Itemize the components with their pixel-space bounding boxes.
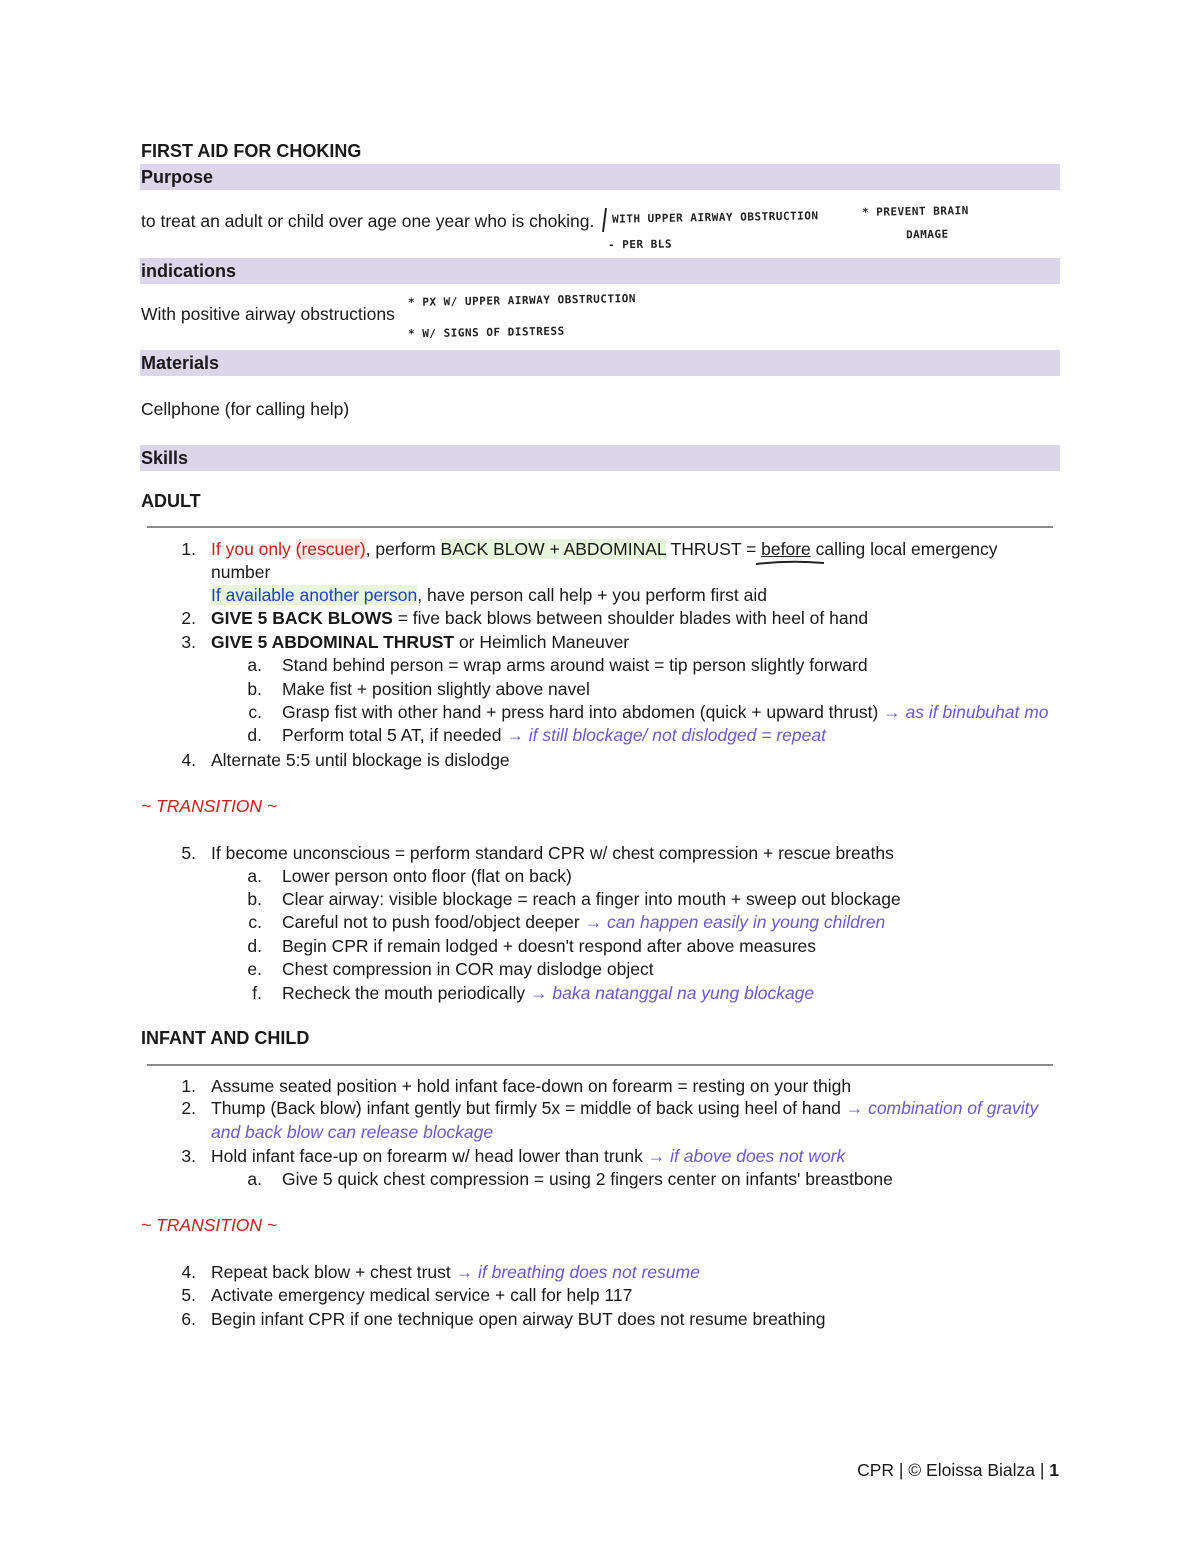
- text-run: = five back blows between shoulder blades with heel of hand: [392, 608, 869, 628]
- sublist-item-text: [282, 679, 590, 700]
- list-number: 2.: [181, 608, 196, 628]
- text-run: , perform: [365, 539, 441, 559]
- list-item-text: If become unconscious = perform standard CPR w/ chest compression + rescue breaths: [211, 843, 894, 863]
- list-number: 3.: [181, 1146, 196, 1166]
- sublist-letter: d.: [247, 936, 262, 956]
- annotation-note: → if still blockage/ not dislodged = repeat: [501, 725, 826, 745]
- annotation-note: → as if binubuhat mo: [878, 702, 1049, 722]
- sublist-item-text: [282, 983, 814, 1004]
- section-bar-purpose: Purpose: [140, 164, 1060, 190]
- list-item-text: Begin infant CPR if one technique open airway BUT does not resume breathing: [211, 1309, 826, 1329]
- annotation-note: and back blow can release blockage: [211, 1122, 494, 1142]
- list-item-text: Alternate 5:5 until blockage is dislodge: [211, 750, 510, 770]
- list-item-text: [211, 1262, 700, 1283]
- text-run: If you only: [211, 539, 296, 559]
- text-run: Careful not to push food/object deeper: [282, 912, 580, 932]
- handwritten-note: * W/ SIGNS OF DISTRESS: [407, 324, 565, 341]
- handwritten-note: DAMAGE: [905, 227, 949, 242]
- sublist-letter: a.: [247, 866, 262, 886]
- sublist-letter: b.: [247, 889, 262, 909]
- text-run: THRUST =: [666, 539, 762, 559]
- infant-heading: INFANT AND CHILD: [141, 1028, 310, 1048]
- text-run: Hold infant face-up on forearm w/ head lower than trunk: [211, 1146, 643, 1166]
- footer-text: CPR | © Eloissa Bialza |: [857, 1460, 1050, 1480]
- annotation-note: → if breathing does not resume: [450, 1262, 700, 1282]
- sublist-item-text: [282, 912, 885, 933]
- sublist-item-text: [282, 655, 868, 676]
- section-bar-materials: Materials: [140, 350, 1060, 376]
- annotation-note: → baka natanggal na yung blockage: [525, 983, 815, 1003]
- handwritten-note: WITH UPPER AIRWAY OBSTRUCTION: [611, 209, 819, 226]
- text-run: GIVE 5 BACK BLOWS: [211, 608, 393, 628]
- page-number: 1: [1049, 1460, 1059, 1480]
- list-item-text: [211, 608, 868, 629]
- page-footer: [857, 1460, 1059, 1481]
- adult-heading: ADULT: [141, 491, 201, 511]
- text-run: calling local emergency: [810, 539, 998, 559]
- text-run: If available another person: [211, 585, 418, 605]
- text-run: GIVE 5 ABDOMINAL THRUST: [211, 632, 455, 652]
- text-run: Lower person onto floor (flat on back): [282, 866, 572, 886]
- pen-stroke-divider: [600, 206, 610, 234]
- text-run: Make fist + position slightly above navel: [282, 679, 590, 699]
- purpose-text: to treat an adult or child over age one year who is choking.: [141, 211, 595, 231]
- section-bar-indications: indications: [140, 258, 1060, 284]
- list-number: 1.: [181, 1076, 196, 1096]
- sublist-item-text: [282, 725, 826, 746]
- list-item-text: [211, 585, 767, 606]
- handwritten-note: * PREVENT BRAIN: [861, 204, 969, 219]
- text-run: Chest compression in COR may dislodge object: [282, 959, 654, 979]
- annotation-note: → can happen easily in young children: [579, 912, 886, 932]
- list-item-text: [211, 1098, 1038, 1119]
- text-run: Stand behind person = wrap arms around waist = tip person slightly forward: [282, 655, 868, 675]
- sublist-letter: f.: [252, 983, 262, 1003]
- document-title: FIRST AID FOR CHOKING: [141, 141, 362, 161]
- text-run: Grasp fist with other hand + press hard into abdomen (quick + upward thrust): [282, 702, 879, 722]
- sublist-item-text: [282, 959, 654, 980]
- section-bar-skills: Skills: [140, 445, 1060, 471]
- list-number: 5.: [181, 843, 196, 863]
- text-run: Thump (Back blow) infant gently but firmly 5x = middle of back using heel of hand: [211, 1098, 841, 1118]
- text-run: Recheck the mouth periodically: [282, 983, 526, 1003]
- pen-underline: [754, 558, 826, 568]
- materials-text: Cellphone (for calling help): [141, 399, 350, 419]
- transition-label: ~ TRANSITION ~: [141, 796, 278, 816]
- handwritten-note: - PER BLS: [607, 237, 673, 252]
- list-number: 2.: [181, 1098, 196, 1118]
- list-number: 5.: [181, 1285, 196, 1305]
- sublist-letter: a.: [247, 1169, 262, 1189]
- list-item-text: Assume seated position + hold infant face-down on forearm = resting on your thigh: [211, 1076, 852, 1096]
- list-number: 4.: [181, 750, 196, 770]
- list-number: 3.: [181, 632, 196, 652]
- list-item-text: Activate emergency medical service + call for help 117: [211, 1285, 633, 1305]
- transition-label: ~ TRANSITION ~: [141, 1215, 278, 1235]
- divider: [147, 526, 1053, 528]
- sublist-letter: a.: [247, 655, 262, 675]
- sublist-letter: c.: [248, 702, 262, 722]
- sublist-item-text: [282, 702, 1049, 723]
- sublist-item-text: [282, 889, 901, 910]
- text-run: Clear airway: visible blockage = reach a finger into mouth + sweep out blockage: [282, 889, 901, 909]
- list-number: 6.: [181, 1309, 196, 1329]
- indications-text: With positive airway obstructions: [141, 304, 395, 324]
- handwritten-note: * PX W/ UPPER AIRWAY OBSTRUCTION: [407, 292, 637, 309]
- divider: [147, 1064, 1053, 1066]
- list-item-text: [211, 632, 629, 653]
- sublist-item-text: [282, 866, 572, 887]
- text-run: , have person call help + you perform first aid: [417, 585, 767, 605]
- text-run: before: [761, 539, 811, 559]
- list-item-continuation: number: [211, 562, 271, 582]
- text-run: BACK BLOW + ABDOMINAL: [440, 539, 667, 559]
- list-item-text: [211, 1146, 845, 1167]
- text-run: (rescuer): [295, 539, 366, 559]
- sublist-letter: d.: [247, 725, 262, 745]
- text-run: Repeat back blow + chest trust: [211, 1262, 451, 1282]
- sublist-item-text: [282, 936, 816, 957]
- annotation-note: → combination of gravity: [840, 1098, 1039, 1118]
- sublist-letter: b.: [247, 679, 262, 699]
- list-number: 4.: [181, 1262, 196, 1282]
- annotation-note: → if above does not work: [642, 1146, 846, 1166]
- sublist-item-text: Give 5 quick chest compression = using 2 fingers center on infants' breastbone: [282, 1169, 893, 1189]
- sublist-letter: c.: [248, 912, 262, 932]
- text-run: or Heimlich Maneuver: [454, 632, 630, 652]
- sublist-letter: e.: [247, 959, 262, 979]
- list-number: 1.: [181, 539, 196, 559]
- list-item-text: [211, 539, 998, 560]
- text-run: Perform total 5 AT, if needed: [282, 725, 502, 745]
- text-run: Begin CPR if remain lodged + doesn't respond after above measures: [282, 936, 816, 956]
